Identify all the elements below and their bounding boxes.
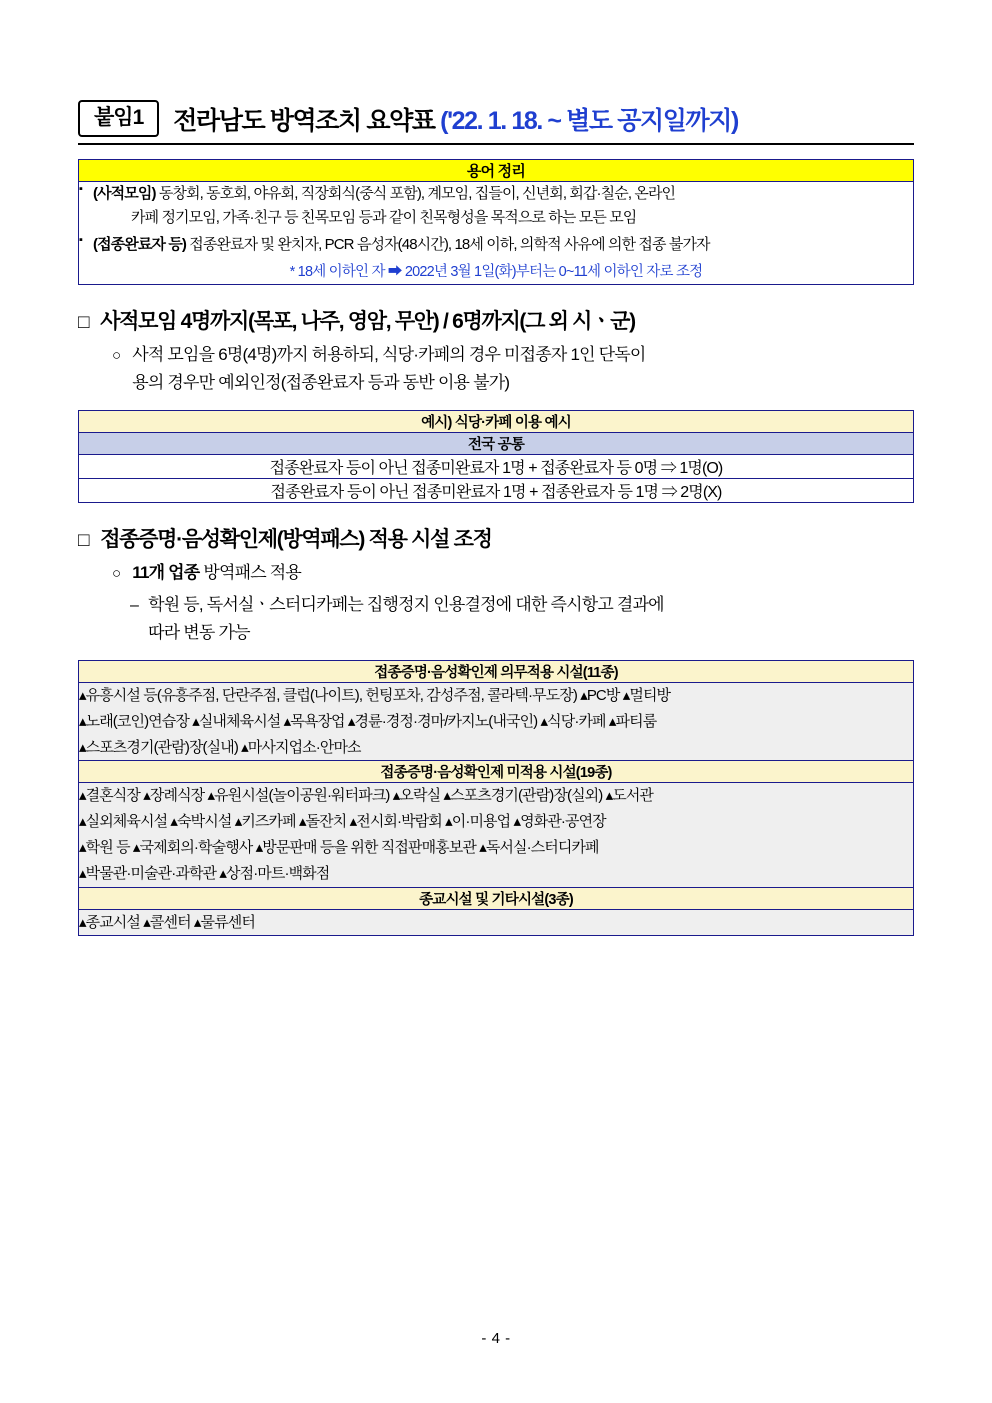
table-row [79, 783, 914, 887]
section1-heading-text: 사적모임 4명까지(목포, 나주, 영암, 무안) / 6명까지(그 외 시ㆍ군) [100, 310, 635, 334]
page-title [173, 101, 738, 137]
example-table [78, 410, 914, 503]
group3-heading: 종교시설 및 기타시설(3종) [79, 887, 914, 909]
section2-dash [130, 591, 914, 646]
square-bullet-icon: □ [78, 530, 89, 552]
example-table-wrapper [78, 410, 914, 503]
list-item [79, 182, 913, 231]
term-label: (사적모임) [93, 185, 156, 202]
section1-heading [78, 305, 914, 335]
term-label: (접종완료자 등) [93, 235, 186, 253]
table-row [79, 411, 914, 433]
list-item [79, 233, 913, 257]
section2-bullet-text [132, 559, 301, 587]
terms-table [78, 159, 914, 285]
terms-head-row [79, 160, 914, 182]
group1-body [79, 683, 914, 761]
section1-bullet-line1: 사적 모임을 6명(4명)까지 허용하되, 식당·카페의 경우 미접종자 1인 단독이 [132, 345, 646, 365]
group2-body [79, 783, 914, 887]
page-number: - 4 - [481, 1330, 511, 1347]
page-title-main: 전라남도 방역조치 요약표 [173, 106, 441, 135]
list-item: ▴종교시설 ▴콜센터 ▴물류센터 [79, 913, 255, 931]
table-row [79, 455, 914, 479]
terms-body [79, 182, 914, 285]
circle-bullet-icon: ○ [112, 565, 121, 583]
list-item: ▴결혼식장 ▴장례식장 ▴유원시설(놀이공원·워터파크) ▴오락실 ▴스포츠경기(관람)장(실외) ▴도서관 [79, 787, 654, 805]
section1-bullet [112, 341, 914, 396]
group2-heading: 접종증명·음성확인제 미적용 시설(19종) [79, 761, 914, 783]
table-row [79, 683, 914, 761]
section2-dash-line1: 학원 등, 독서실ㆍ스터디카페는 집행정지 인용결정에 대한 즉시항고 결과에 [148, 594, 664, 614]
title-divider [78, 143, 914, 145]
attachment-badge: 붙임1 [78, 100, 159, 137]
square-bullet-icon: □ [78, 312, 89, 334]
list-item: ▴박물관·미술관·과학관 ▴상점·마트·백화점 [79, 864, 330, 882]
term-text: 접종완료자 및 완치자, PCR 음성자(48시간), 18세 이하, 의학적 사유에 의한 접종 불가자 [186, 235, 710, 253]
example-row-1: 접종완료자 등이 아닌 접종미완료자 1명 + 접종완료자 등 0명 ⇒ 1명(O) [79, 455, 914, 479]
table-row [79, 887, 914, 909]
term-text-cont: 카페 정기모임, 가족·친구 등 친목모임 등과 같이 친목형성을 목적으로 하는 모든 모임 [131, 209, 637, 227]
section1-bullet-text [132, 341, 645, 396]
list-item: ▴유흥시설 등(유흥주점, 단란주점, 클럽(나이트), 헌팅포차, 감성주점, 콜라텍·무도장) ▴PC방 ▴멀티방 [79, 687, 671, 705]
section2-bullet-strong: 11개 업종 [132, 563, 200, 583]
table-row [79, 909, 914, 936]
table-row [79, 433, 914, 455]
example-table-heading: 예시) 식당·카페 이용 예시 [79, 411, 914, 433]
terms-body-row [79, 182, 914, 285]
pass-facilities-wrapper [78, 660, 914, 936]
pass-facilities-table [78, 660, 914, 936]
list-item: ▴실외체육시설 ▴숙박시설 ▴키즈카페 ▴돌잔치 ▴전시회·박람회 ▴이·미용업 ▴영화관·공연장 [79, 813, 606, 831]
table-row [79, 761, 914, 783]
terms-list [79, 182, 913, 257]
dash-bullet-icon: – [130, 596, 139, 614]
section2-bullet [112, 559, 914, 587]
section2-heading-text: 접종증명·음성확인제(방역패스) 적용 시설 조정 [100, 528, 492, 552]
section2-dash-text [148, 591, 664, 646]
list-item: ▴학원 등 ▴국제회의·학술행사 ▴방문판매 등을 위한 직접판매홍보관 ▴독서실·스터디카페 [79, 839, 599, 857]
circle-bullet-icon: ○ [112, 347, 121, 365]
group1-heading: 접종증명·음성확인제 의무적용 시설(11종) [79, 661, 914, 683]
section2-bullet-rest: 방역패스 적용 [199, 563, 302, 583]
section2-dash-line2: 따라 변동 가능 [148, 622, 250, 642]
terms-note: * 18세 이하인 자 ➡ 2022년 3월 1일(화)부터는 0~11세 이하인 자로 조정 [289, 263, 703, 280]
section1-bullet-line2: 용의 경우만 예외인정(접종완료자 등과 동반 이용 불가) [132, 372, 510, 392]
table-row [79, 661, 914, 683]
terms-heading: 용어 정리 [79, 160, 914, 182]
example-row-2: 접종완료자 등이 아닌 접종미완료자 1명 + 접종완료자 등 1명 ⇒ 2명(X) [79, 479, 914, 503]
title-row [78, 100, 914, 137]
example-table-subheading: 전국 공통 [79, 433, 914, 455]
group3-body [79, 909, 914, 936]
table-row [79, 479, 914, 503]
list-item: ▴스포츠경기(관람)장(실내) ▴마사지업소·안마소 [79, 738, 361, 756]
list-item: ▴노래(코인)연습장 ▴실내체육시설 ▴목욕장업 ▴경륜·경정·경마/카지노(내국인) ▴식당·카페 ▴파티룸 [79, 712, 657, 730]
page-title-period: ('22. 1. 18. ~ 별도 공지일까지) [440, 106, 738, 135]
section2-heading [78, 523, 914, 553]
term-text: 동창회, 동호회, 야유회, 직장회식(중식 포함), 계모임, 집들이, 신년회, 회갑·칠순, 온라인 [155, 185, 676, 202]
